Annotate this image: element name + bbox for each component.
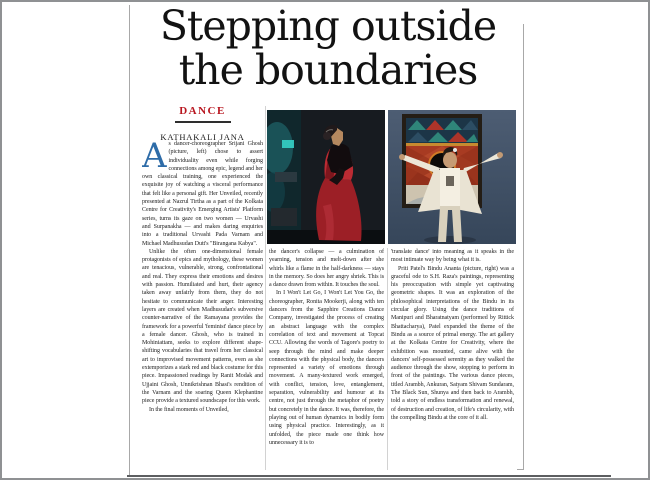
section-header	[142, 101, 263, 145]
article-paragraph: In the final moments of Unveiled,	[149, 406, 229, 413]
article-paragraph: 'translate dance' into meaning as it speaks in the most intimate way by being what it is.	[391, 249, 514, 264]
column-rule-2	[387, 248, 388, 470]
article-paragraph	[142, 140, 263, 248]
page-title	[132, 4, 524, 92]
drop-cap: A	[142, 140, 167, 176]
bindu-photo-illustration	[388, 110, 516, 244]
photo-dancer-red	[267, 110, 385, 244]
headline-line1: Stepping outside	[159, 2, 497, 50]
article-paragraph: Unlike the often one-dimensional female protagonists of epics and mythology, these women are tenacious, vulnerable, strong, confrontational and real. They express their emotions and desires with passion. Humiliated and hurt, their agency taken away unfairly from them, they do not hesitate to communicate their anger. Interesting layers are created when Madhusudan's subversive counter-narrative of the Ramayana provides the framework for a powerful 'feminist' dance piece by a female dancer. Ghosh, who is trained in Mohiniattam, seeks to explore different shape-shifting vocabularies that travel from her classical art to improvised movement patterns, even as she extemporizes a stark red and black costume for this piece. Impassioned readings by Ranit Modak and Ujjaini Ghosh, Unnikrishnan Bhasi's rendition of the Varnam and the soaring Queen Klephantine piece provide a textured soundscape for this work.	[142, 248, 263, 405]
article-column-2	[269, 248, 384, 471]
article-paragraph: the dancer's collapse — a culmination of yearning, tension and melt-down after she whirls like a flame in the half-darkness — stays in the memory. So does her angry shriek. This is a dance drawn from within. It touches the soul.	[269, 249, 384, 289]
article-paragraph: In I Won't Let Go, I Won't Let You Go, the choreographer, Ronita Mookerji, along with ten dancers from the Sapphire Creations Dance Company, investigated the process of creating an abstract language with the complex correlation of text and movement at Topcat CCU. Allowing the words of Tagore's poetry to seep through the mind and make deeper connections with the physical body, the dancers represented a variety of emotions through movement. A many-textured work emerged, with conflict, tension, love, entanglement, separation, vulnerability and humour at its centre, not just through the metaphor of poetry but concretely in the dance. It was, therefore, the playing out of human dynamics in bodily form using physical practice. Interestingly, as it unfolded, the piece made one think how unnecessary it is to	[269, 290, 384, 446]
dancer-photo-illustration	[267, 110, 385, 244]
left-margin-rule	[129, 5, 130, 475]
photo-bindu-ananta	[388, 110, 516, 244]
bottom-rule	[127, 475, 611, 477]
paragraph-text: s dancer-choreographer Srijani Ghosh (picture, left) chose to assert individuality even while forging connections among epic, legend and her own classical training, one experienced the exquisite joy of watching a visceral performance that felt like a personal gift. Her Unveiled, recently presented at Nazrul Tirtha as a part of the Kolkata Centre for Creativity's Emerging Artists' Platform series, turns its gaze on two women — Urvashi and Surpanakha — and makes daring enquiries into a traditional Urvashi Pada Varnam and Michael Madhusudan Dutt's "Birangana Kabya".	[142, 141, 263, 247]
article-paragraph: Priti Patel's Bindu Ananta (picture, right) was a graceful ode to S.H. Raza's paintings, representing his preoccupation with simple yet captivating geometric shapes. It was an exploration of the philosophical interpretations of the Bindu in its circular glory. Using the dance traditions of Manipuri and Bharatnatyam (performed by Rittick Bhattacharya), Patel expanded the theme of the Bindu as a source of primal energy. The art gallery at the Kolkata Centre for Creativity, where the exhibition was mounted, came alive with the dancers' self-possessed serenity as they walked the audience through the show, stopping to perform in front of the paintings. The various dance pieces, titled Arambh, Ankuran, Satyam Shivam Sundaram, The Black Sun, Shunya and then back to Arambh, told a story of endless transformation and renewal, of destruction and creation, of life's circularity, with the compelling Bindu at the core of it all.	[391, 265, 514, 421]
section-label: DANCE	[179, 105, 226, 117]
byline: KATHAKALI JANA	[160, 132, 245, 142]
column-rule-1	[265, 106, 266, 470]
section-underline	[175, 121, 231, 123]
headline-line2: the boundaries	[178, 46, 478, 94]
article-column-1	[142, 140, 263, 472]
article-column-3	[391, 248, 514, 471]
right-rule-foot	[517, 469, 524, 470]
